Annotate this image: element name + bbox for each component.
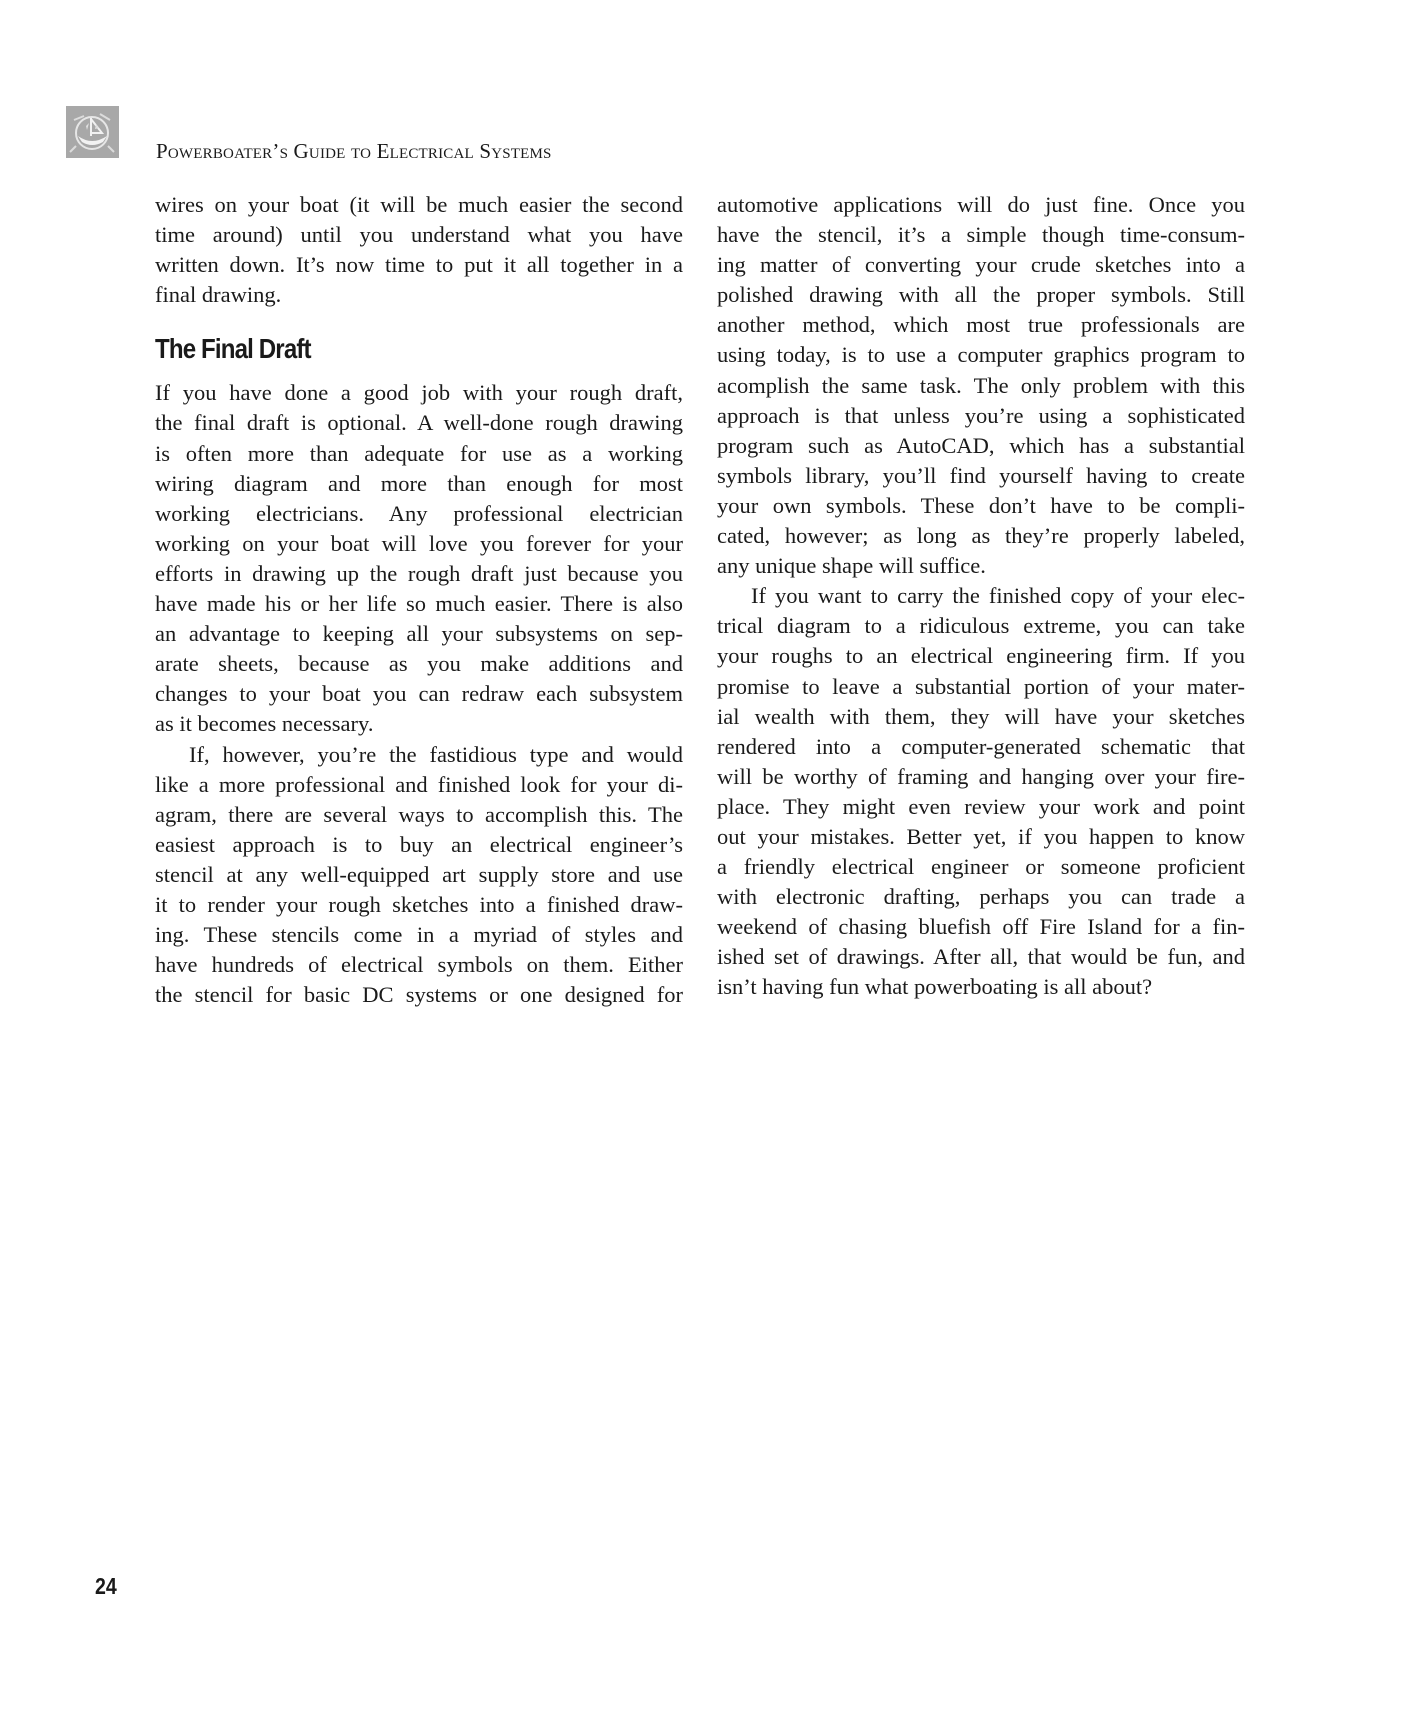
- section-heading: The Final Draft: [155, 333, 311, 365]
- text-line: place. They might even review your work and point: [717, 793, 1245, 819]
- paragraph: [155, 378, 683, 739]
- text-line: efforts in drawing up the rough draft just because you: [155, 560, 683, 586]
- text-line: working on your boat will love you forever for your: [155, 530, 683, 556]
- text-line: promise to leave a substantial portion of your mater-: [717, 673, 1245, 699]
- text-line: ished set of drawings. After all, that would be fun, and: [717, 944, 1245, 970]
- paragraph-continued: [155, 190, 683, 310]
- text-line: agram, there are several ways to accomplish this. The: [155, 801, 683, 827]
- text-line: an advantage to keeping all your subsystems on sep-: [155, 621, 683, 647]
- text-line: changes to your boat you can redraw each subsystem: [155, 681, 683, 707]
- right-column: [717, 190, 1245, 1003]
- text-line: program such as AutoCAD, which has a substantial: [717, 432, 1245, 458]
- text-line: wiring diagram and more than enough for most: [155, 470, 683, 496]
- text-line: written down. It’s now time to put it all together in a: [155, 252, 683, 278]
- text-line: have hundreds of electrical symbols on them. Either: [155, 952, 683, 978]
- text-line: approach is that unless you’re using a sophisticated: [717, 402, 1245, 428]
- text-line: symbols library, you’ll find yourself having to create: [717, 462, 1245, 488]
- boat-emblem-graphic: [66, 106, 119, 158]
- text-line: rendered into a computer-generated schematic that: [717, 733, 1245, 759]
- text-line: the final draft is optional. A well-done rough drawing: [155, 410, 683, 436]
- text-line: trical diagram to a ridiculous extreme, you can take: [717, 613, 1245, 639]
- left-column: [155, 190, 683, 1010]
- text-line: stencil at any well-equipped art supply store and use: [155, 861, 683, 887]
- text-line: another method, which most true professionals are: [717, 312, 1245, 338]
- paragraph-continued: [717, 190, 1245, 581]
- text-line: as it becomes necessary.: [155, 711, 374, 737]
- text-line: using today, is to use a computer graphics program to: [717, 342, 1245, 368]
- text-line: time around) until you understand what you have: [155, 222, 683, 248]
- text-line: your own symbols. These don’t have to be compli-: [717, 492, 1245, 518]
- text-line: will be worthy of framing and hanging over your fire-: [717, 763, 1245, 789]
- text-line: ing matter of converting your crude sketches into a: [717, 252, 1245, 278]
- text-line: wires on your boat (it will be much easier the second: [155, 192, 683, 217]
- boat-emblem-icon: [66, 106, 119, 158]
- text-line: any unique shape will suffice.: [717, 553, 986, 579]
- text-line: If you want to carry the finished copy of your elec-: [751, 583, 1245, 609]
- text-line: arate sheets, because as you make additions and: [155, 651, 683, 677]
- text-line: polished drawing with all the proper symbols. Still: [717, 282, 1245, 308]
- text-line: a friendly electrical engineer or someone proficient: [717, 854, 1245, 880]
- text-line: working electricians. Any professional electrician: [155, 500, 683, 526]
- text-line: If you have done a good job with your rough draft,: [155, 380, 683, 406]
- text-line: have the stencil, it’s a simple though time-consum-: [717, 222, 1245, 248]
- text-line: is often more than adequate for use as a working: [155, 440, 683, 466]
- text-line: final drawing.: [155, 282, 282, 308]
- text-line: cated, however; as long as they’re properly labeled,: [717, 523, 1245, 549]
- text-line: ing. These stencils come in a myriad of styles and: [155, 922, 683, 948]
- running-head: Powerboater’s Guide to Electrical Systems: [156, 139, 552, 163]
- text-line: your roughs to an electrical engineering firm. If you: [717, 643, 1245, 669]
- text-line: If, however, you’re the fastidious type and would: [189, 741, 683, 767]
- text-line: easiest approach is to buy an electrical engineer’s: [155, 831, 683, 857]
- text-line: out your mistakes. Better yet, if you happen to know: [717, 823, 1245, 849]
- text-line: like a more professional and finished look for your di-: [155, 771, 683, 797]
- text-line: acomplish the same task. The only problem with this: [717, 372, 1245, 398]
- text-line: with electronic drafting, perhaps you can trade a: [717, 884, 1245, 910]
- text-line: automotive applications will do just fine. Once you: [717, 192, 1245, 217]
- paragraph: [717, 581, 1245, 1002]
- text-line: weekend of chasing bluefish off Fire Island for a fin-: [717, 914, 1245, 940]
- text-line: have made his or her life so much easier. There is also: [155, 591, 683, 617]
- text-line: isn’t having fun what powerboating is all about?: [717, 974, 1153, 1000]
- text-line: the stencil for basic DC systems or one designed for: [155, 982, 683, 1008]
- text-line: ial wealth with them, they will have your sketches: [717, 703, 1245, 729]
- text-line: it to render your rough sketches into a finished draw-: [155, 891, 683, 917]
- paragraph: [155, 740, 683, 1011]
- page-number: 24: [95, 1573, 117, 1599]
